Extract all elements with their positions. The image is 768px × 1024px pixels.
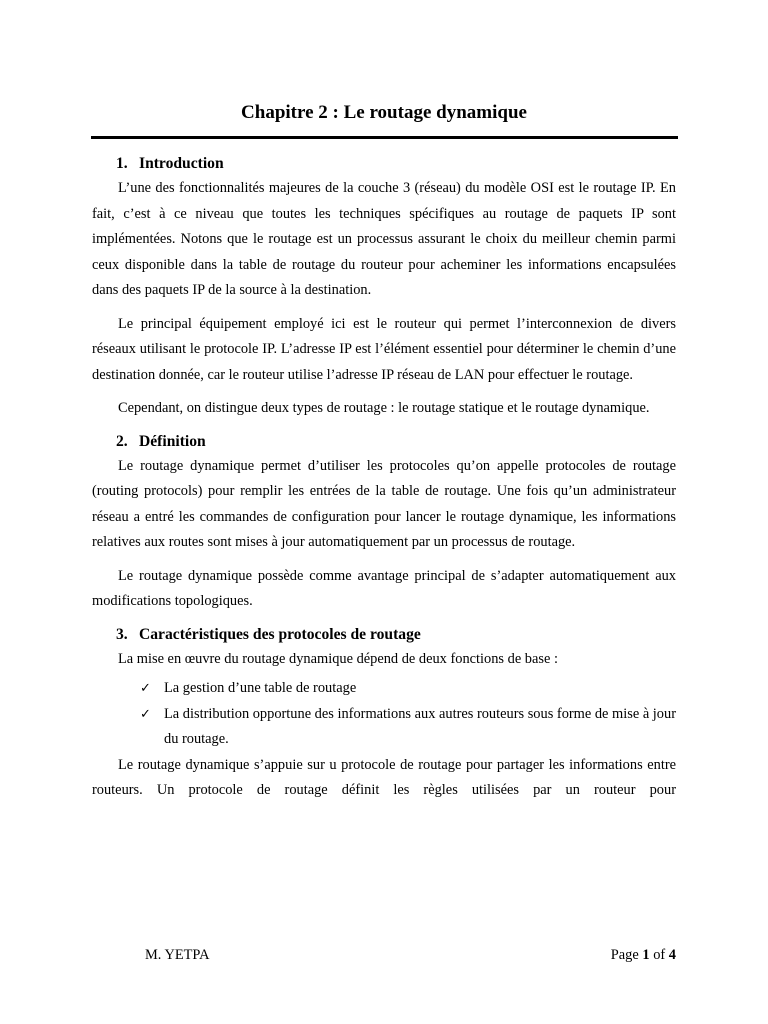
- paragraph: La mise en œuvre du routage dynamique dépend de deux fonctions de base :: [118, 650, 558, 667]
- paragraph: L’une des fonctionnalités majeures de la couche 3 (réseau) du modèle OSI est le routage IP. En fait, c’est à ce niveau que toutes les techniques spécifiques au routage de paquets IP sont implémentées. Notons que le routage est un processus assurant le choix du meilleur chemin parmi ceux disponible dans la table de routage du routeur pour acheminer les informations encapsulées dans des paquets IP de la source à la destination.: [92, 180, 676, 298]
- page-title: Chapitre 2 : Le routage dynamique: [241, 102, 527, 123]
- footer-author: M. YETPA: [145, 947, 210, 963]
- list-item-text: La gestion d’une table de routage: [164, 680, 357, 696]
- page-of-label: of: [653, 947, 666, 963]
- section-number: 2.: [116, 432, 128, 450]
- paragraph: Cependant, on distingue deux types de routage : le routage statique et le routage dynamique.: [118, 400, 650, 416]
- title-underline: [91, 136, 678, 139]
- section-heading-characteristics: [92, 623, 676, 647]
- paragraph: Le routage dynamique permet d’utiliser les protocoles qu’on appelle protocoles de routage (routing protocols) pour remplir les entrées de la table de routage. Une fois qu’un administrateur réseau a entré les commandes de configuration pour lancer le routage dynamique, les informations relatives aux routes sont mises à jour automatiquement par un processus de routage.: [92, 457, 676, 550]
- footer-page-number: [611, 944, 676, 966]
- list-item: [140, 676, 676, 702]
- page-label: Page: [610, 947, 639, 963]
- checkmark-icon: ✓: [140, 706, 151, 722]
- section-title: Introduction: [139, 155, 224, 172]
- section-heading-introduction: [92, 152, 676, 176]
- paragraph: Le routage dynamique possède comme avantage principal de s’adapter automatiquement aux modifications topologiques.: [92, 567, 676, 609]
- section-number: 1.: [116, 155, 128, 172]
- section-heading-definition: [92, 430, 676, 454]
- list-item: [140, 702, 676, 753]
- section-title: Caractéristiques des protocoles de routage: [139, 625, 421, 643]
- checklist: [92, 676, 676, 753]
- current-page: 1: [642, 947, 650, 963]
- checkmark-icon: ✓: [140, 681, 151, 696]
- paragraph: Le principal équipement employé ici est le routeur qui permet l’interconnexion de divers réseaux utilisant le protocole IP. L’adresse IP est l’élément essentiel pour déterminer le chemin d’une destination donnée, car le routeur utilise l’adresse IP réseau de LAN pour effectuer le routage.: [92, 315, 676, 383]
- paragraph: Le routage dynamique s’appuie sur u protocole de routage pour partager les informations entre routeurs. Un protocole de routage définit les règles utilisées par un routeur pour: [92, 756, 676, 798]
- document-body: [92, 152, 676, 804]
- total-pages: 4: [668, 947, 676, 963]
- section-number: 3.: [116, 625, 128, 643]
- section-title: Définition: [139, 432, 206, 450]
- list-item-text: La distribution opportune des informations aux autres routeurs sous forme de mise à jour du routage.: [164, 705, 676, 747]
